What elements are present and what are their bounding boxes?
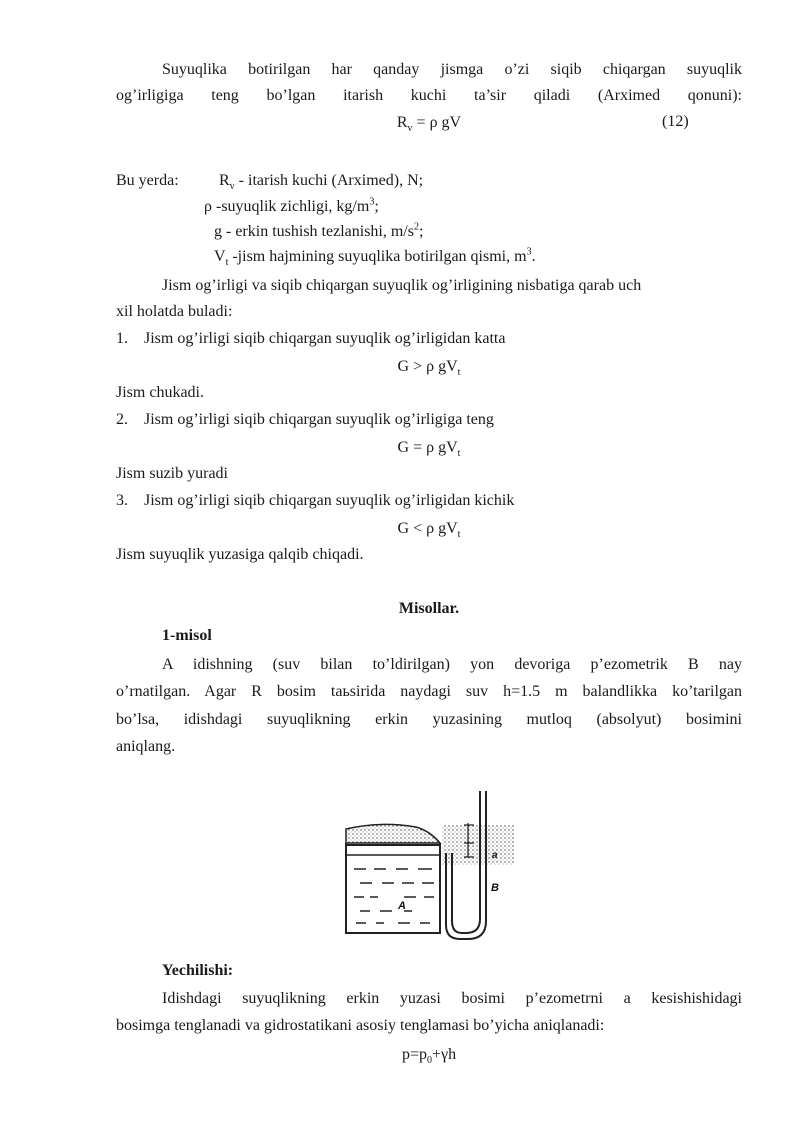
tank-piezometer-figure (340, 785, 520, 957)
example-line-4: aniqlang. (116, 738, 176, 755)
water-dashes (354, 869, 434, 923)
intro-line-1: Suyuqlika botirilgan har qanday jismga o’zi siqib chiqargan suyuqlik (162, 61, 742, 78)
case-2-eq: G = ρ $gV_t$ (397, 439, 461, 460)
final-equation: $p=p_0+\gamma h$ (401, 1046, 457, 1067)
example-line-3: bo’lsa, idishdagi suyuqlikning erkin yuzasining mutloq (absolyut) bosimini (116, 711, 742, 728)
label-a-section: a (492, 850, 498, 861)
example-line-1: A idishning (suv bilan to’ldirilgan) yon devoriga p’ezometrik B nay (162, 656, 742, 673)
equation-number: (12) (662, 113, 689, 130)
intro-line-2: og’irligiga teng bo’lgan itarish kuchi ta’sir qiladi (Arximed qonuni): (116, 87, 742, 104)
label-b-tube: B (491, 882, 499, 894)
case-3: 3. Jism og’irligi siqib chiqargan suyuqlik og’irligidan kichik (116, 492, 515, 509)
case-2: 2. Jism og’irligi siqib chiqargan suyuqlik og’irligiga teng (116, 411, 494, 428)
def-4: $V_t$ -jism hajmining suyuqlika botirilgan qismi, $m^3$. (214, 246, 536, 269)
solution-line-1: Idishdagi suyuqlikning erkin yuzasi bosimi p’ezometrni a kesishishidagi (162, 990, 742, 1007)
def-2: ρ -suyuqlik zichligi, $kg/m^3$; (204, 196, 379, 215)
case-1-result: Jism chukadi. (116, 384, 204, 401)
tank-wall (346, 843, 440, 933)
solution-title: Yechilishi: (162, 962, 234, 979)
def-3: g - erkin tushish tezlanishi, $m/s^2$; (214, 221, 424, 240)
solution-line-2: bosimga tenglanadi va gidrostatikani asosiy tenglamasi bo’yicha aniqlanadi: (116, 1017, 605, 1034)
case-1: 1. Jism og’irligi siqib chiqargan suyuqlik og’irligidan katta (116, 330, 506, 347)
case-2-result: Jism suzib yuradi (116, 465, 228, 482)
case-3-result: Jism suyuqlik yuzasiga qalqib chiqadi. (116, 546, 364, 563)
para2-line-2: xil holatda buladi: (116, 303, 233, 320)
section-title: Misollar. (398, 600, 460, 617)
label-a-tank: A (398, 900, 406, 912)
example-line-2: o’rnatilgan. Agar R bosim taьsirida naydagi suv h=1.5 m balandlikka ko’tarilgan (116, 683, 742, 700)
eq-rhs: = ρ gV (412, 114, 462, 131)
eq-subscript: v (407, 123, 413, 135)
tank-top (346, 824, 440, 843)
eq-symbol: R (396, 114, 408, 131)
def-1: $R_v$ - itarish kuchi (Arximed), N; (219, 172, 424, 193)
defs-label: Bu yerda: (116, 172, 179, 189)
case-1-eq: G > ρ $gV_t$ (397, 358, 461, 379)
case-3-eq: G < ρ $gV_t$ (397, 520, 461, 541)
para2-line-1: Jism og’irligi va siqib chiqargan suyuqlik og’irligining nisbatiga qarab uch (162, 277, 642, 294)
example-title: 1-misol (162, 627, 212, 644)
equation-12 (116, 113, 742, 133)
